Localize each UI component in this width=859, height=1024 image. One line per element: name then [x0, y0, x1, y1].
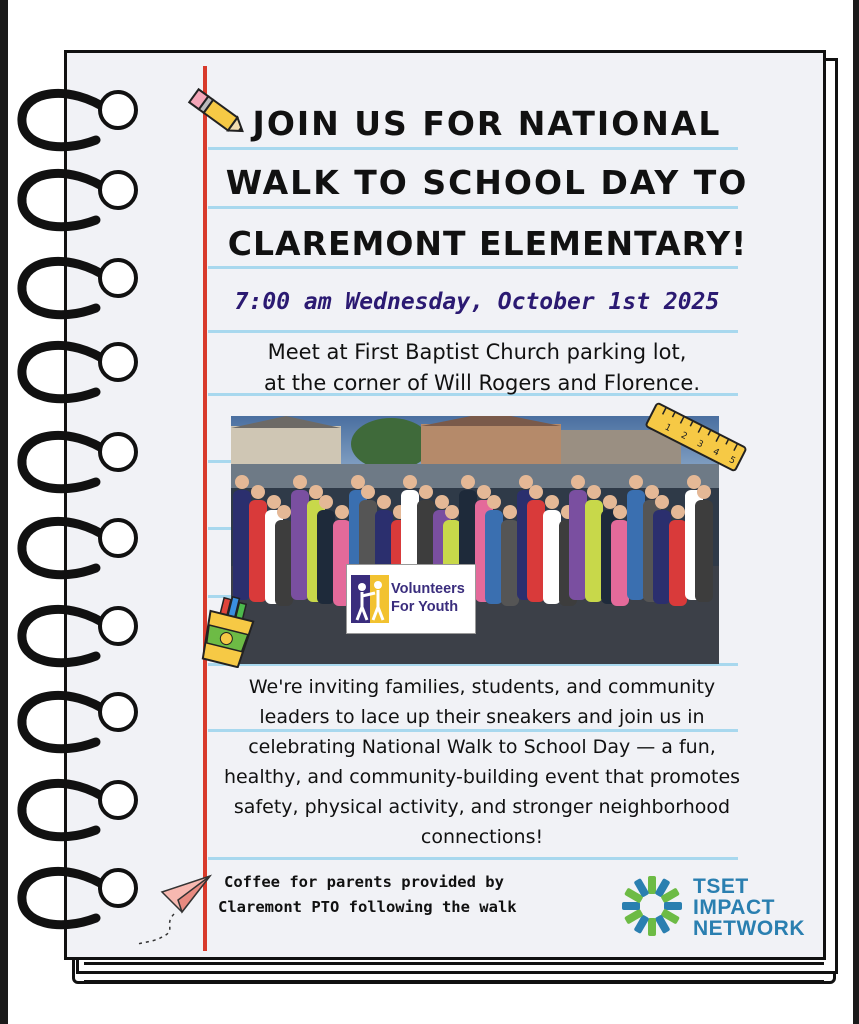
person-silhouette — [275, 520, 293, 606]
person-silhouette — [695, 500, 713, 602]
person-head — [277, 505, 291, 519]
notebook-page-edges — [84, 962, 824, 988]
tset-burst-petal — [648, 918, 656, 936]
spiral-ring — [22, 261, 108, 314]
spiral-ring — [22, 695, 108, 748]
person-head — [603, 495, 617, 509]
person-head — [267, 495, 281, 509]
ruler-number: 5 — [727, 455, 737, 467]
person-head — [655, 495, 669, 509]
person-head — [335, 505, 349, 519]
spiral-ring — [22, 93, 108, 146]
volunteers-badge-line-2: For Youth — [391, 599, 459, 615]
spiral-hole — [100, 608, 136, 644]
person-silhouette — [485, 510, 503, 604]
person-head — [571, 475, 585, 489]
person-head — [587, 485, 601, 499]
person-silhouette — [653, 510, 671, 604]
description-line: We're inviting families, students, and community — [248, 676, 716, 698]
person-silhouette — [585, 500, 603, 602]
ruled-line — [208, 266, 738, 269]
tset-logo-line-1: TSET — [693, 875, 749, 898]
description-line: healthy, and community-building event that promotes — [223, 766, 741, 788]
spiral-hole — [100, 520, 136, 556]
event-description — [207, 672, 757, 852]
spiral-hole — [100, 260, 136, 296]
spiral-ring — [22, 435, 108, 488]
spiral-hole — [100, 782, 136, 818]
description-line: safety, physical activity, and stronger neighborhood — [233, 796, 731, 818]
person-head — [419, 485, 433, 499]
spiral-hole — [100, 92, 136, 128]
tset-burst-petal — [664, 902, 682, 910]
person-head — [293, 475, 307, 489]
person-silhouette — [527, 500, 545, 602]
spiral-ring — [22, 871, 108, 924]
coffee-note-line-2: Claremont PTO following the walk — [218, 898, 517, 916]
person-head — [377, 495, 391, 509]
person-silhouette — [569, 490, 587, 600]
person-head — [351, 475, 365, 489]
person-head — [529, 485, 543, 499]
spiral-hole — [100, 434, 136, 470]
person-head — [251, 485, 265, 499]
tset-burst-petal — [648, 876, 656, 894]
title-line-3: CLAREMONT ELEMENTARY! — [227, 224, 748, 263]
person-head — [461, 475, 475, 489]
person-head — [629, 475, 643, 489]
tset-logo-line-2: IMPACT — [693, 896, 775, 919]
person-silhouette — [543, 510, 561, 604]
ruler-number: 4 — [711, 446, 721, 459]
ruler-number: 3 — [695, 438, 705, 451]
spiral-hole — [100, 870, 136, 906]
spiral-ring — [22, 609, 108, 662]
person-head — [687, 475, 701, 489]
ruler-number: 1 — [662, 422, 673, 434]
coffee-note-line-1: Coffee for parents provided by — [224, 873, 504, 891]
crayon-box-icon — [196, 596, 262, 668]
tset-impact-network-logo — [693, 876, 805, 939]
ruled-line — [208, 206, 738, 209]
person-head — [519, 475, 533, 489]
person-silhouette — [669, 520, 687, 606]
title-line-2: WALK TO SCHOOL DAY TO — [225, 163, 749, 202]
person-head — [671, 505, 685, 519]
spiral-ring — [22, 345, 108, 398]
tset-logo-icon — [620, 874, 684, 938]
volunteers-badge-line-1: Volunteers — [391, 581, 465, 597]
spiral-binding — [0, 0, 150, 1000]
person-silhouette — [317, 510, 335, 604]
person-silhouette — [611, 520, 629, 606]
person-silhouette — [249, 500, 267, 602]
person-head — [487, 495, 501, 509]
description-line: leaders to lace up their sneakers and join us in — [259, 706, 705, 728]
person-head — [697, 485, 711, 499]
person-silhouette — [627, 490, 645, 600]
person-head — [645, 485, 659, 499]
description-line: celebrating National Walk to School Day — a fun, — [248, 736, 716, 758]
person-head — [361, 485, 375, 499]
volunteers-for-youth-badge — [346, 564, 476, 634]
person-head — [477, 485, 491, 499]
person-head — [435, 495, 449, 509]
person-silhouette — [233, 490, 251, 600]
person-head — [445, 505, 459, 519]
coffee-note — [218, 870, 548, 920]
person-head — [503, 505, 517, 519]
spiral-ring — [22, 783, 108, 836]
title-line-1: JOIN US FOR NATIONAL — [252, 104, 722, 143]
person-head — [309, 485, 323, 499]
person-silhouette — [291, 490, 309, 600]
person-head — [613, 505, 627, 519]
tset-logo-line-3: NETWORK — [693, 917, 805, 940]
spiral-ring — [22, 173, 108, 226]
ruled-line — [208, 857, 738, 860]
event-datetime: 7:00 am Wednesday, October 1st 2025 — [234, 289, 720, 315]
meeting-location-line-1: Meet at First Baptist Church parking lot, — [267, 340, 687, 364]
paper-airplane-icon — [134, 870, 216, 952]
person-head — [545, 495, 559, 509]
description-line: connections! — [420, 826, 544, 848]
tset-burst-petal — [622, 902, 640, 910]
spiral-hole — [100, 694, 136, 730]
spiral-hole — [100, 172, 136, 208]
spiral-ring — [22, 521, 108, 574]
ruled-line — [208, 330, 738, 333]
person-silhouette — [501, 520, 519, 606]
spiral-hole — [100, 344, 136, 380]
person-head — [235, 475, 249, 489]
person-head — [403, 475, 417, 489]
meeting-location-line-2: at the corner of Will Rogers and Florence. — [264, 371, 700, 395]
ruled-line — [208, 147, 738, 150]
person-head — [319, 495, 333, 509]
right-edge-bar — [853, 0, 859, 1024]
volunteers-logo-icon — [351, 575, 389, 623]
ruler-icon — [640, 398, 752, 476]
ruler-number: 2 — [678, 430, 689, 443]
